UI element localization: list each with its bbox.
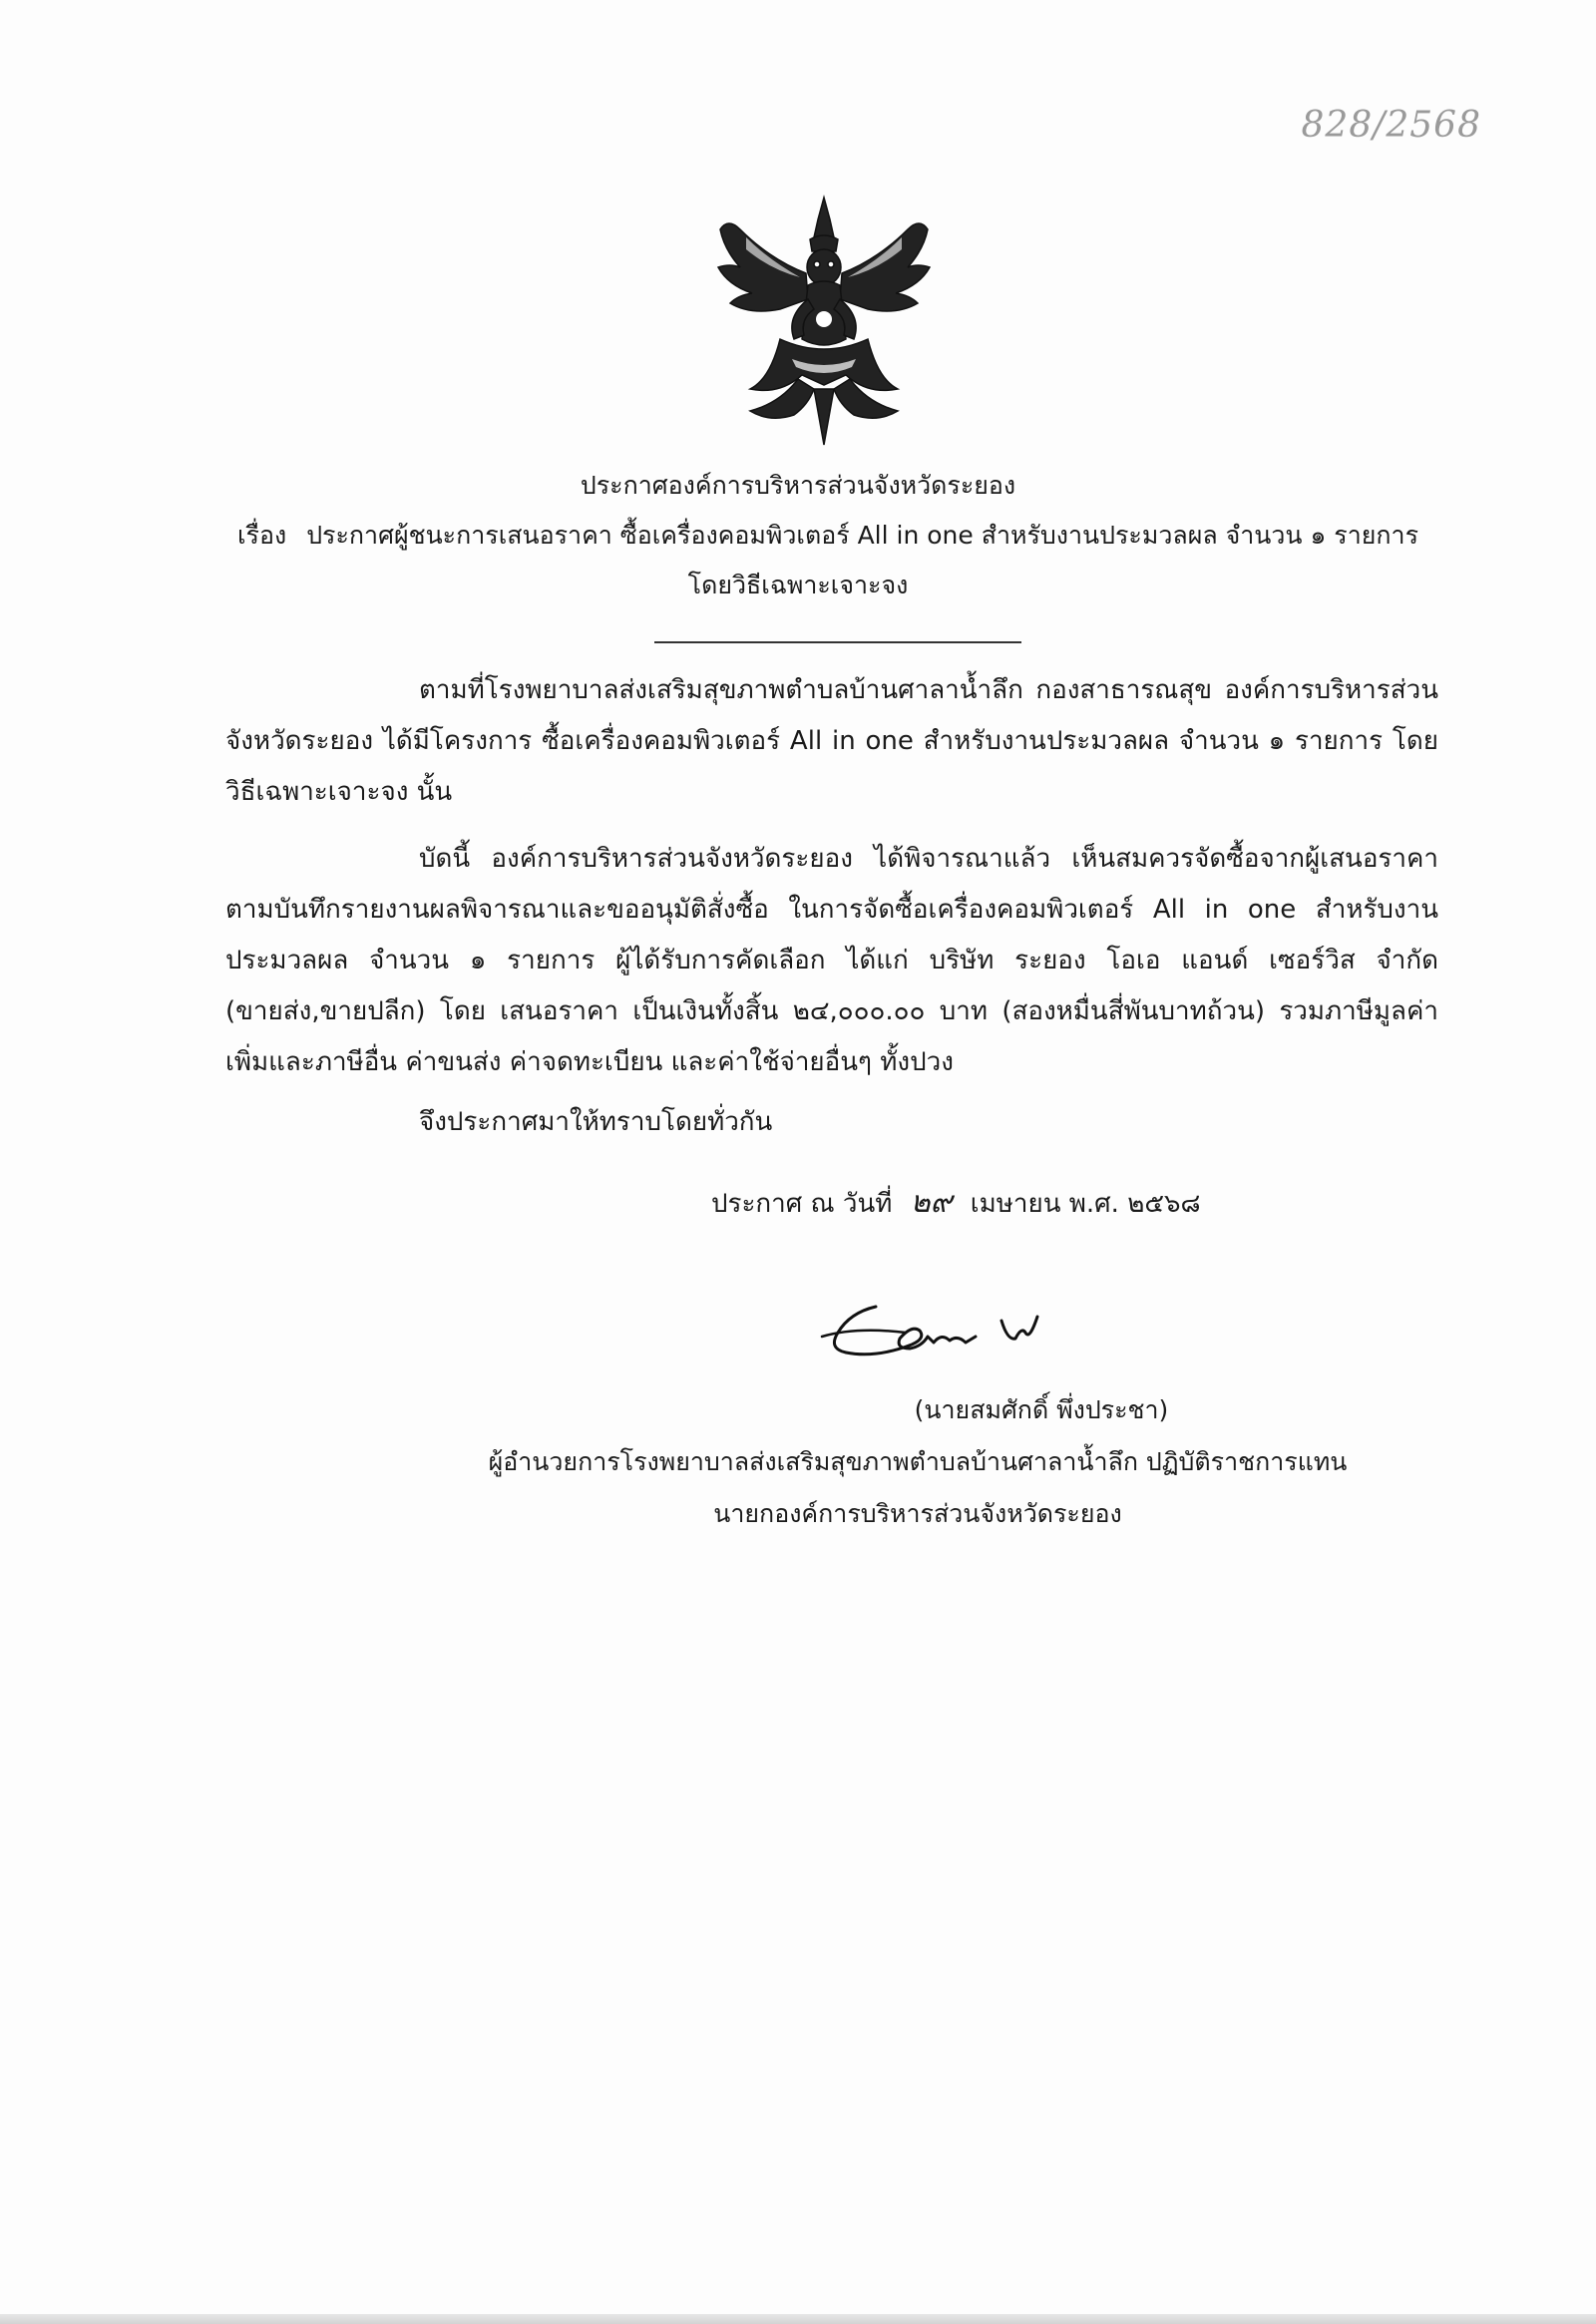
document-number: 828/2568 xyxy=(1301,105,1481,146)
subject-text: ประกาศผู้ชนะการเสนอราคา ซื้อเครื่องคอมพิวเตอร์ All in one สำหรับงานประมวลผล จำนวน ๑ รายการ xyxy=(306,521,1418,550)
page-bottom-edge xyxy=(0,2314,1596,2324)
signer-organization: นายกองค์การบริหารส่วนจังหวัดระยอง xyxy=(713,1499,1122,1528)
garuda-emblem-icon xyxy=(710,190,938,449)
procurement-method: โดยวิธีเฉพาะเจาะจง xyxy=(687,571,909,599)
date-day: ๒๙ xyxy=(910,1185,953,1220)
paragraph-background: ตามที่โรงพยาบาลส่งเสริมสุขภาพตำบลบ้านศาลาน้ำลึก กองสาธารณสุข องค์การบริหารส่วนจังหวัดระยอง ได้มีโครงการ ซื้อเครื่องคอมพิวเตอร์ All in one สำหรับงานประมวลผล จำนวน ๑ รายการ โดยวิธีเฉพาะเจาะจง นั้น xyxy=(225,675,1438,807)
subject-line xyxy=(30,511,1596,561)
date-month-year: เมษายน พ.ศ. ๒๕๖๘ xyxy=(970,1189,1201,1219)
announcement-title: ประกาศองค์การบริหารส่วนจังหวัดระยอง xyxy=(580,471,1016,500)
signature-block xyxy=(419,1384,1416,1540)
paragraph-closing: จึงประกาศมาให้ทราบโดยทั่วกัน xyxy=(419,1107,773,1137)
signer-position: ผู้อำนวยการโรงพยาบาลส่งเสริมสุขภาพตำบลบ้านศาลาน้ำลึก ปฏิบัติราชการแทน xyxy=(488,1447,1348,1476)
announcement-heading xyxy=(0,461,1596,610)
heading-divider xyxy=(654,641,1021,643)
paragraph-decision: บัดนี้ องค์การบริหารส่วนจังหวัดระยอง ได้พิจารณาแล้ว เห็นสมควรจัดซื้อจากผู้เสนอราคา ตามบันทึกรายงานผลพิจารณาและขออนุมัติสั่งซื้อ ในการจัดซื้อเครื่องคอมพิวเตอร์ All in one สำหรับงานประมวลผล จำนวน ๑ รายการ ผู้ได้รับการคัดเลือก ได้แก่ บริษัท ระยอง โอเอ แอนด์ เซอร์วิส จำกัด (ขายส่ง,ขายปลีก) โดย เสนอราคา เป็นเงินทั้งสิ้น ๒๔,๐๐๐.๐๐ บาท (สองหมื่นสี่พันบาทถ้วน) รวมภาษีมูลค่าเพิ่มและภาษีอื่น ค่าขนส่ง ค่าจดทะเบียน และค่าใช้จ่ายอื่นๆ ทั้งปวง xyxy=(225,844,1438,1077)
announcement-date xyxy=(711,1175,1201,1232)
date-prefix: ประกาศ ณ วันที่ xyxy=(711,1189,893,1219)
handwritten-signature xyxy=(816,1293,1051,1382)
signer-name: (นายสมศักดิ์ พึ่งประชา) xyxy=(914,1395,1169,1424)
subject-label: เรื่อง xyxy=(236,521,287,550)
